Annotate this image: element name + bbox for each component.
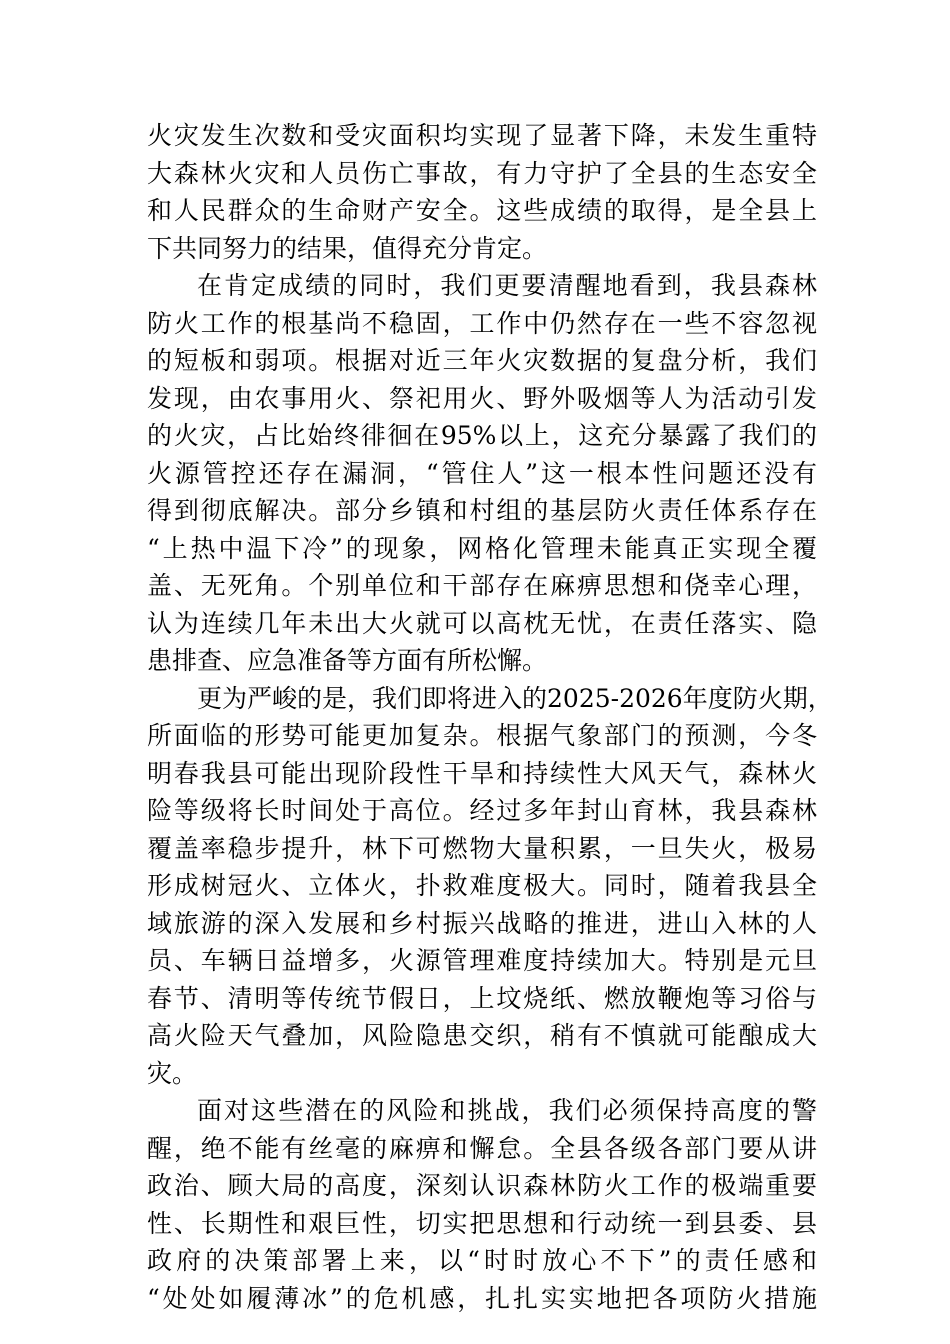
text-line: 火源管控还存在漏洞，“管住人”这一根本性问题还没有 [147,458,817,488]
text-line: 性、长期性和艰巨性，切实把思想和行动统一到县委、县 [147,1208,817,1238]
text-line: 火灾发生次数和受灾面积均实现了显著下降，未发生重特 [147,121,817,150]
text-line: 高火险天气叠加，风险隐患交织，稍有不慎就可能酿成大 [147,1021,817,1050]
paragraph-first-line: 在肯定成绩的同时，我们更要清醒地看到，我县森林 [197,271,817,300]
text-line: 政府的决策部署上来，以“时时放心不下”的责任感和 [147,1246,817,1275]
text-line: 下共同努力的结果，值得充分肯定。 [147,233,548,263]
text-line: 所面临的形势可能更加复杂。根据气象部门的预测，今冬 [147,721,817,750]
text-line: 盖、无死角。个别单位和干部存在麻痹思想和侥幸心理， [147,571,817,600]
text-line: 得到彻底解决。部分乡镇和村组的基层防火责任体系存在 [147,496,817,525]
text-line: 员、车辆日益增多，火源管理难度持续加大。特别是元旦 [147,946,817,975]
text-line: 的火灾，占比始终徘徊在95%以上，这充分暴露了我们的 [147,421,817,450]
text-line: 形成树冠火、立体火，扑救难度极大。同时，随着我县全 [147,871,817,900]
text-line: 大森林火灾和人员伤亡事故，有力守护了全县的生态安全 [147,158,817,188]
text-line: 明春我县可能出现阶段性干旱和持续性大风天气，森林火 [147,758,817,788]
text-line: 政治、顾大局的高度，深刻认识森林防火工作的极端重要 [147,1171,817,1200]
paragraph-first-line: 更为严峻的是，我们即将进入的2025-2026年度防火期， [197,683,833,713]
text-line: 灾。 [147,1058,198,1088]
text-line: 防火工作的根基尚不稳固，工作中仍然存在一些不容忽视 [147,308,817,338]
text-line: 险等级将长时间处于高位。经过多年封山育林，我县森林 [147,796,817,825]
text-line: 和人民群众的生命财产安全。这些成绩的取得，是全县上 [147,196,817,225]
paragraph-first-line: 面对这些潜在的风险和挑战，我们必须保持高度的警 [197,1096,817,1125]
text-line: “上热中温下冷”的现象，网格化管理未能真正实现全覆 [147,533,817,563]
body-text [147,117,833,1317]
text-line: 患排查、应急准备等方面有所松懈。 [147,646,548,675]
text-line: 的短板和弱项。根据对近三年火灾数据的复盘分析，我们 [147,346,817,375]
text-line: 春节、清明等传统节假日，上坟烧纸、燃放鞭炮等习俗与 [147,983,817,1013]
text-line: 认为连续几年未出大火就可以高枕无忧，在责任落实、隐 [147,608,817,638]
text-line: “处处如履薄冰”的危机感，扎扎实实地把各项防火措施 [147,1283,817,1313]
text-line: 发现，由农事用火、祭祀用火、野外吸烟等人为活动引发 [147,383,817,413]
text-line: 覆盖率稳步提升，林下可燃物大量积累，一旦失火，极易 [147,833,817,863]
text-line: 醒，绝不能有丝毫的麻痹和懈怠。全县各级各部门要从讲 [147,1133,817,1163]
text-line: 域旅游的深入发展和乡村振兴战略的推进，进山入林的人 [147,908,817,938]
